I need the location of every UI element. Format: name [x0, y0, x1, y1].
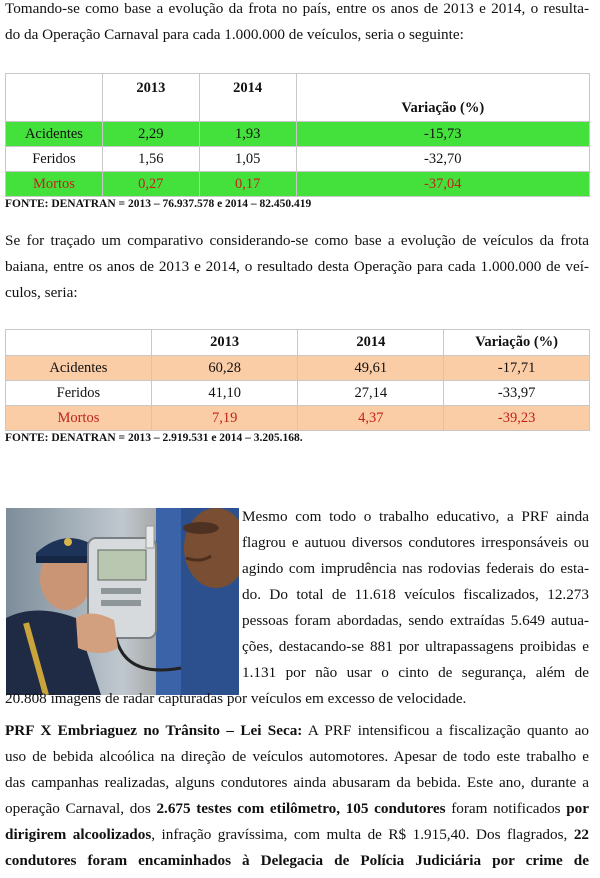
- side-line: ções, destacando-se 881 por ultrapassagens proibidas e: [242, 638, 589, 655]
- lei-seca-line-2: uso de bebida alcoólica na direção de veículos automotores. Apesar de todo este trabalho e: [5, 748, 589, 765]
- cell-2013: 1,56: [102, 147, 199, 172]
- breathalyzer-test-photo: [6, 508, 239, 695]
- lei-seca-line-6-text: condutores foram encaminhados à Delegacia de Polícia Judiciária por crime de: [5, 852, 589, 869]
- header-variacao: Variação (%): [444, 330, 590, 356]
- lei-seca-line-3: das campanhas realizadas, alguns condutores ainda abusaram da bebida. Este ano, durante a: [5, 774, 589, 791]
- row-label: Acidentes: [6, 122, 103, 147]
- lei-seca-line-4-d: por: [566, 800, 589, 817]
- intro-2-line-1: Se for traçado um comparativo considerando-se como base a evolução de veículos da frota: [5, 232, 589, 249]
- lei-seca-line-4-b: 2.675 testes com etilômetro, 105 condutores: [156, 800, 446, 817]
- side-line: agindo com imprudência nas rodovias federais do esta-: [242, 560, 589, 577]
- row-label: Mortos: [6, 172, 103, 197]
- side-paragraph-last-line: [5, 686, 589, 712]
- lei-seca-line-4-c: foram notificados: [445, 800, 567, 817]
- side-line: flagrou e autuou diversos condutores irresponsáveis ou: [242, 534, 589, 551]
- table-header-row: [6, 74, 590, 122]
- cell-2014: 4,37: [298, 406, 444, 431]
- table-national: [5, 73, 590, 197]
- intro-2-line-3: culos, seria:: [5, 284, 78, 301]
- lei-seca-paragraph: [5, 718, 589, 874]
- table-row: [6, 381, 590, 406]
- photo-illustration: [6, 508, 239, 695]
- table-row: [6, 172, 590, 197]
- intro-2-line-2: baiana, entre os anos de 2013 e 2014, o resultado desta Operação para cada 1.000.000 de veí-: [5, 258, 589, 275]
- cell-variacao: -39,23: [444, 406, 590, 431]
- lei-seca-heading: PRF X Embriaguez no Trânsito – Lei Seca:: [5, 722, 303, 739]
- cell-2013: 60,28: [151, 356, 298, 381]
- cell-2014: 49,61: [298, 356, 444, 381]
- table-row: [6, 147, 590, 172]
- table-header-row: [6, 330, 590, 356]
- side-paragraph: [242, 504, 589, 686]
- table-1-source: FONTE: DENATRAN = 2013 – 76.937.578 e 2014 – 82.450.419: [5, 198, 312, 210]
- lei-seca-line-5-c: 22: [573, 826, 590, 843]
- table-row: [6, 356, 590, 381]
- lei-seca-line-4: [5, 796, 589, 822]
- cell-2014: 0,17: [199, 172, 296, 197]
- cell-variacao: -37,04: [296, 172, 589, 197]
- table-bahia: [5, 329, 590, 431]
- lei-seca-line-4-a: operação Carnaval, dos: [5, 800, 157, 817]
- lei-seca-line-1-rest: A PRF intensificou a fiscalização quanto ao: [302, 722, 589, 739]
- row-label: Acidentes: [6, 356, 152, 381]
- table-row: [6, 406, 590, 431]
- lei-seca-line-5: [5, 822, 589, 848]
- intro-1-line-1: Tomando-se como base a evolução da frota no país, entre os anos de 2013 e 2014, o resulta-: [5, 0, 589, 17]
- side-line: Mesmo com todo o trabalho educativo, a PRF ainda: [242, 508, 589, 525]
- row-label: Feridos: [6, 147, 103, 172]
- cell-variacao: -15,73: [296, 122, 589, 147]
- side-last-line: 20.808 imagens de radar capturadas por veículos em excesso de velocidade.: [5, 690, 467, 707]
- row-label: Mortos: [6, 406, 152, 431]
- table-row: [6, 122, 590, 147]
- cell-variacao: -33,97: [444, 381, 590, 406]
- header-2013: 2013: [102, 74, 199, 122]
- cell-2014: 27,14: [298, 381, 444, 406]
- cell-variacao: -32,70: [296, 147, 589, 172]
- table-2-source: FONTE: DENATRAN = 2013 – 2.919.531 e 2014 – 3.205.168.: [5, 432, 303, 444]
- header-variacao: Variação (%): [296, 74, 589, 122]
- cell-variacao: -17,71: [444, 356, 590, 381]
- cell-2014: 1,05: [199, 147, 296, 172]
- lei-seca-line-5-b: , infração gravíssima, com multa de R$ 1.915,40. Dos flagrados,: [151, 826, 574, 843]
- cell-2013: 2,29: [102, 122, 199, 147]
- lei-seca-line-1: [5, 718, 589, 744]
- header-empty-cell: [6, 330, 152, 356]
- cell-2013: 7,19: [151, 406, 298, 431]
- lei-seca-line-6: [5, 848, 589, 874]
- header-2014: 2014: [199, 74, 296, 122]
- row-label: Feridos: [6, 381, 152, 406]
- cell-2013: 41,10: [151, 381, 298, 406]
- cell-2013: 0,27: [102, 172, 199, 197]
- side-line: do. Do total de 11.618 veículos fiscalizados, 12.273: [242, 586, 589, 603]
- header-empty-cell: [6, 74, 103, 122]
- side-line: 1.131 por não usar o cinto de segurança, além de: [242, 664, 589, 681]
- side-line: pessoas foram abordadas, sendo extraídas 5.649 autua-: [242, 612, 589, 629]
- header-2013: 2013: [151, 330, 298, 356]
- intro-1-line-2: do da Operação Carnaval para cada 1.000.000 de veículos, seria o seguinte:: [5, 26, 464, 43]
- lei-seca-line-5-a: dirigirem alcoolizados: [5, 826, 152, 843]
- cell-2014: 1,93: [199, 122, 296, 147]
- intro-paragraph-1: [5, 0, 589, 48]
- header-2014: 2014: [298, 330, 444, 356]
- intro-paragraph-2: [5, 228, 589, 306]
